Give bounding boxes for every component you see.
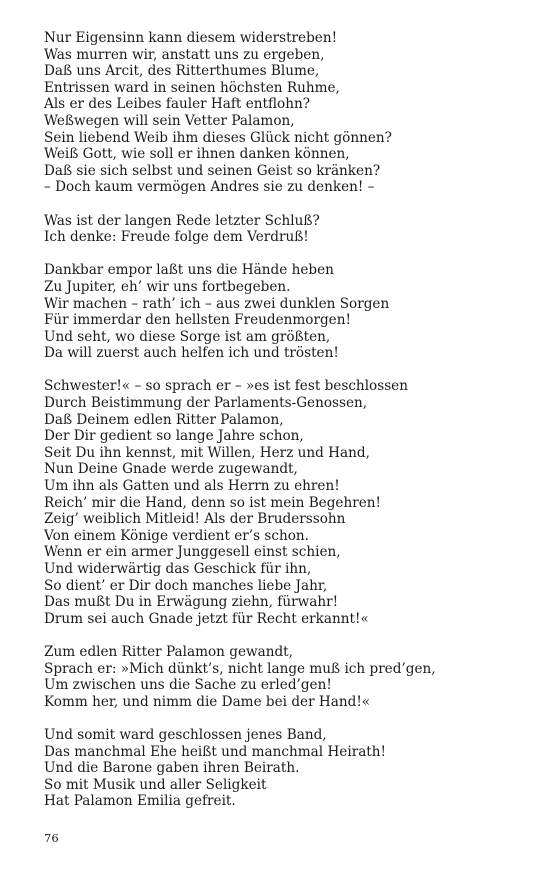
verse-line: Wenn er ein armer Junggesell einst schien, bbox=[44, 544, 341, 561]
verse-line: Und widerwärtig das Geschick für ihn, bbox=[44, 561, 312, 577]
verse-line: Nun Deine Gnade werde zugewandt, bbox=[44, 461, 298, 478]
stanza bbox=[44, 213, 514, 246]
verse-line: Sein liebend Weib ihm dieses Glück nicht gönnen? bbox=[44, 129, 392, 146]
verse-line: Hat Palamon Emilia gefreit. bbox=[44, 793, 236, 810]
verse-line: Und somit ward geschlossen jenes Band, bbox=[44, 726, 327, 743]
verse-line: Schwester!« – so sprach er – »es ist fest beschlossen bbox=[44, 378, 408, 395]
verse-line: Dankbar empor laßt uns die Hände heben bbox=[44, 262, 334, 279]
stanza bbox=[44, 262, 514, 362]
stanza bbox=[44, 30, 514, 196]
verse-line: Der Dir gedient so lange Jahre schon, bbox=[44, 428, 304, 445]
verse-line: Daß uns Arcit, des Ritterthumes Blume, bbox=[44, 63, 320, 80]
verse-line: Sprach er: »Mich dünkt’s, nicht lange muß ich pred’gen, bbox=[44, 660, 436, 677]
verse-line: Komm her, und nimm die Dame bei der Hand!« bbox=[44, 693, 371, 710]
verse-line: Das mußt Du in Erwägung ziehn, fürwahr! bbox=[44, 594, 339, 611]
verse-line: Um zwischen uns die Sache zu erled’gen! bbox=[44, 677, 332, 694]
verse-line: Zu Jupiter, eh’ wir uns fortbegeben. bbox=[44, 278, 291, 295]
poem-text bbox=[44, 30, 514, 827]
verse-line: Nur Eigensinn kann diesem widerstreben! bbox=[44, 30, 338, 46]
verse-line: Drum sei auch Gnade jetzt für Recht erkannt!« bbox=[44, 610, 369, 627]
verse-line: Was ist der langen Rede letzter Schluß? bbox=[44, 212, 320, 229]
verse-line: Von einem Könige verdient er’s schon. bbox=[44, 527, 309, 544]
verse-line: Daß sie sich selbst und seinen Geist so kränken? bbox=[44, 162, 381, 179]
verse-line: Seit Du ihn kennst, mit Willen, Herz und Hand, bbox=[44, 444, 370, 461]
verse-line: Für immerdar den hellsten Freudenmorgen! bbox=[44, 312, 351, 329]
verse-line: Zeig’ weiblich Mitleid! Als der Bruderssohn bbox=[44, 511, 346, 528]
verse-line: Und seht, wo diese Sorge ist am größten, bbox=[44, 328, 331, 345]
verse-line: Wir machen – rath’ ich – aus zwei dunklen Sorgen bbox=[44, 295, 390, 312]
verse-line: Weiß Gott, wie soll er ihnen danken können, bbox=[44, 146, 350, 163]
verse-line: Weßwegen will sein Vetter Palamon, bbox=[44, 112, 295, 129]
verse-line: So dient’ er Dir doch manches liebe Jahr, bbox=[44, 577, 328, 594]
verse-line: Zum edlen Ritter Palamon gewandt, bbox=[44, 643, 293, 660]
stanza bbox=[44, 727, 514, 810]
verse-line: Reich’ mir die Hand, denn so ist mein Begehren! bbox=[44, 494, 381, 511]
verse-line: Um ihn als Gatten und als Herrn zu ehren! bbox=[44, 478, 340, 495]
page-number: 76 bbox=[44, 831, 59, 845]
verse-line: Daß Deinem edlen Ritter Palamon, bbox=[44, 411, 284, 428]
stanza bbox=[44, 378, 514, 627]
verse-line: Das manchmal Ehe heißt und manchmal Heirath! bbox=[44, 743, 386, 760]
verse-line: Was murren wir, anstatt uns zu ergeben, bbox=[44, 46, 325, 63]
verse-line: So mit Musik und aller Seligkeit bbox=[44, 776, 267, 793]
verse-line: Ich denke: Freude folge dem Verdruß! bbox=[44, 229, 309, 246]
verse-line: Entrissen ward in seinen höchsten Ruhme, bbox=[44, 79, 340, 96]
verse-line: Da will zuerst auch helfen ich und trösten! bbox=[44, 345, 339, 362]
stanza bbox=[44, 644, 514, 710]
verse-line: – Doch kaum vermögen Andres sie zu denken! – bbox=[44, 179, 375, 196]
verse-line: Und die Barone gaben ihren Beirath. bbox=[44, 760, 300, 777]
verse-line: Als er des Leibes fauler Haft entflohn? bbox=[44, 96, 311, 113]
verse-line: Durch Beistimmung der Parlaments-Genossen, bbox=[44, 395, 368, 412]
